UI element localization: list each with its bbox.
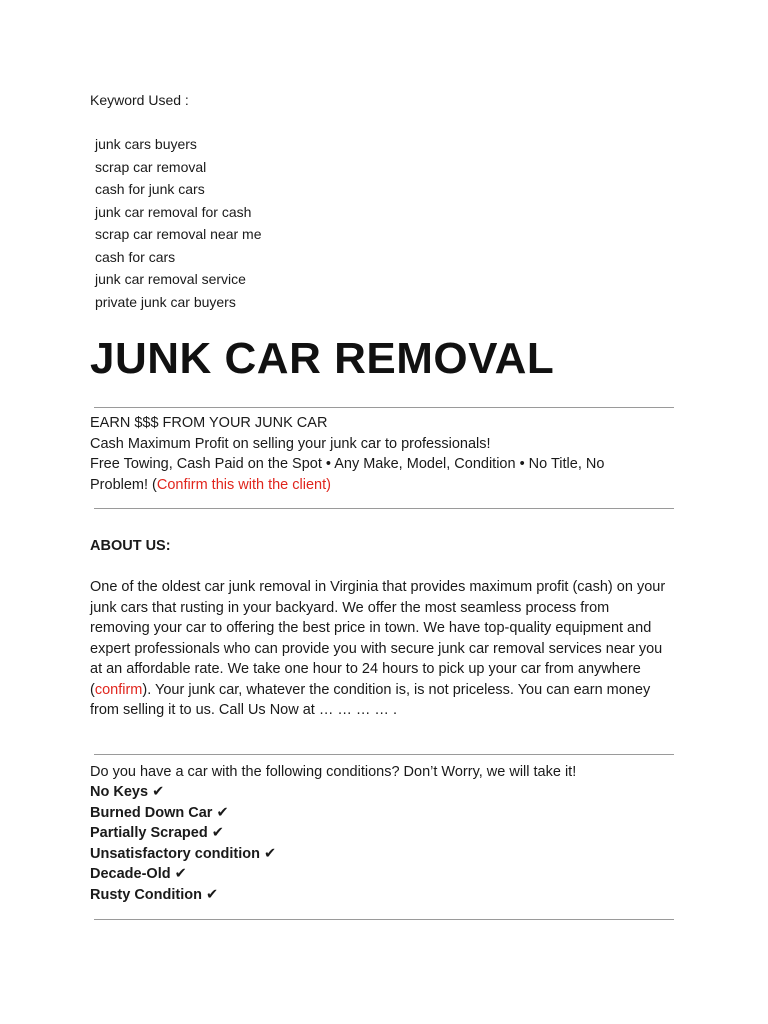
keyword-item: junk cars buyers — [95, 136, 197, 152]
checkmark-icon: ✔ — [206, 886, 219, 903]
about-paragraph — [90, 577, 670, 721]
client-note-close: ) — [326, 476, 331, 493]
condition-item — [90, 803, 276, 824]
divider — [94, 407, 674, 408]
condition-item — [90, 885, 276, 906]
condition-item — [90, 782, 276, 803]
hero-subline: Cash Maximum Profit on selling your junk car to professionals! — [90, 435, 491, 452]
keyword-item: cash for cars — [95, 248, 176, 265]
condition-label: Partially Scraped — [90, 825, 208, 841]
condition-label: Rusty Condition — [90, 886, 202, 903]
divider — [94, 754, 674, 755]
condition-item — [90, 864, 276, 885]
about-heading: ABOUT US: — [90, 538, 171, 554]
conditions-intro: Do you have a car with the following conditions? Don’t Worry, we will take it! — [90, 764, 577, 780]
keyword-item: junk car removal for cash — [95, 203, 252, 220]
checkmark-icon: ✔ — [216, 804, 229, 821]
keyword-label: Keyword Used : — [90, 92, 189, 108]
hero-features-text: Free Towing, Cash Paid on the Spot • Any Make, Model, Condition • No Title, No Problem! ( — [90, 456, 605, 493]
page-title: JUNK CAR REMOVAL — [90, 334, 555, 383]
condition-item — [90, 823, 276, 844]
condition-label: Decade-Old — [90, 866, 171, 882]
about-text-before: One of the oldest car junk removal in Virginia that provides maximum profit (cash) on your junk cars that rusting in your backyard. We offer the most seamless process from removing your car to offering the best price in town. We have top-quality equipment and expert professionals who can provide you with secure junk car removal services near you at an affordable rate. We take one hour to 24 hours to pick up your car from anywhere ( — [90, 579, 666, 698]
hero-headline: EARN $$$ FROM YOUR JUNK CAR — [90, 415, 328, 431]
keyword-item: junk car removal service — [95, 271, 246, 287]
hero-features — [90, 454, 650, 495]
keyword-item: scrap car removal near me — [95, 226, 262, 242]
checkmark-icon: ✔ — [152, 784, 165, 800]
confirm-note: confirm — [94, 681, 143, 698]
keyword-item: private junk car buyers — [95, 293, 236, 310]
keyword-item: cash for junk cars — [95, 181, 205, 197]
checkmark-icon: ✔ — [174, 866, 187, 882]
about-text-after: ). Your junk car, whatever the condition is, is not priceless. You can earn money from selling it to us. Call Us Now at … … … … . — [90, 681, 651, 718]
condition-label: Burned Down Car — [90, 804, 213, 821]
keyword-list — [95, 133, 262, 313]
keyword-item: scrap car removal — [95, 158, 207, 175]
checkmark-icon: ✔ — [211, 825, 224, 841]
condition-label: No Keys — [90, 784, 149, 800]
checkmark-icon: ✔ — [264, 845, 277, 862]
condition-label: Unsatisfactory condition — [90, 845, 260, 862]
conditions-list — [90, 782, 276, 905]
divider — [94, 919, 674, 920]
client-note: Confirm this with the client — [156, 476, 327, 493]
condition-item — [90, 844, 276, 865]
hero-block — [90, 413, 650, 495]
divider — [94, 508, 674, 509]
